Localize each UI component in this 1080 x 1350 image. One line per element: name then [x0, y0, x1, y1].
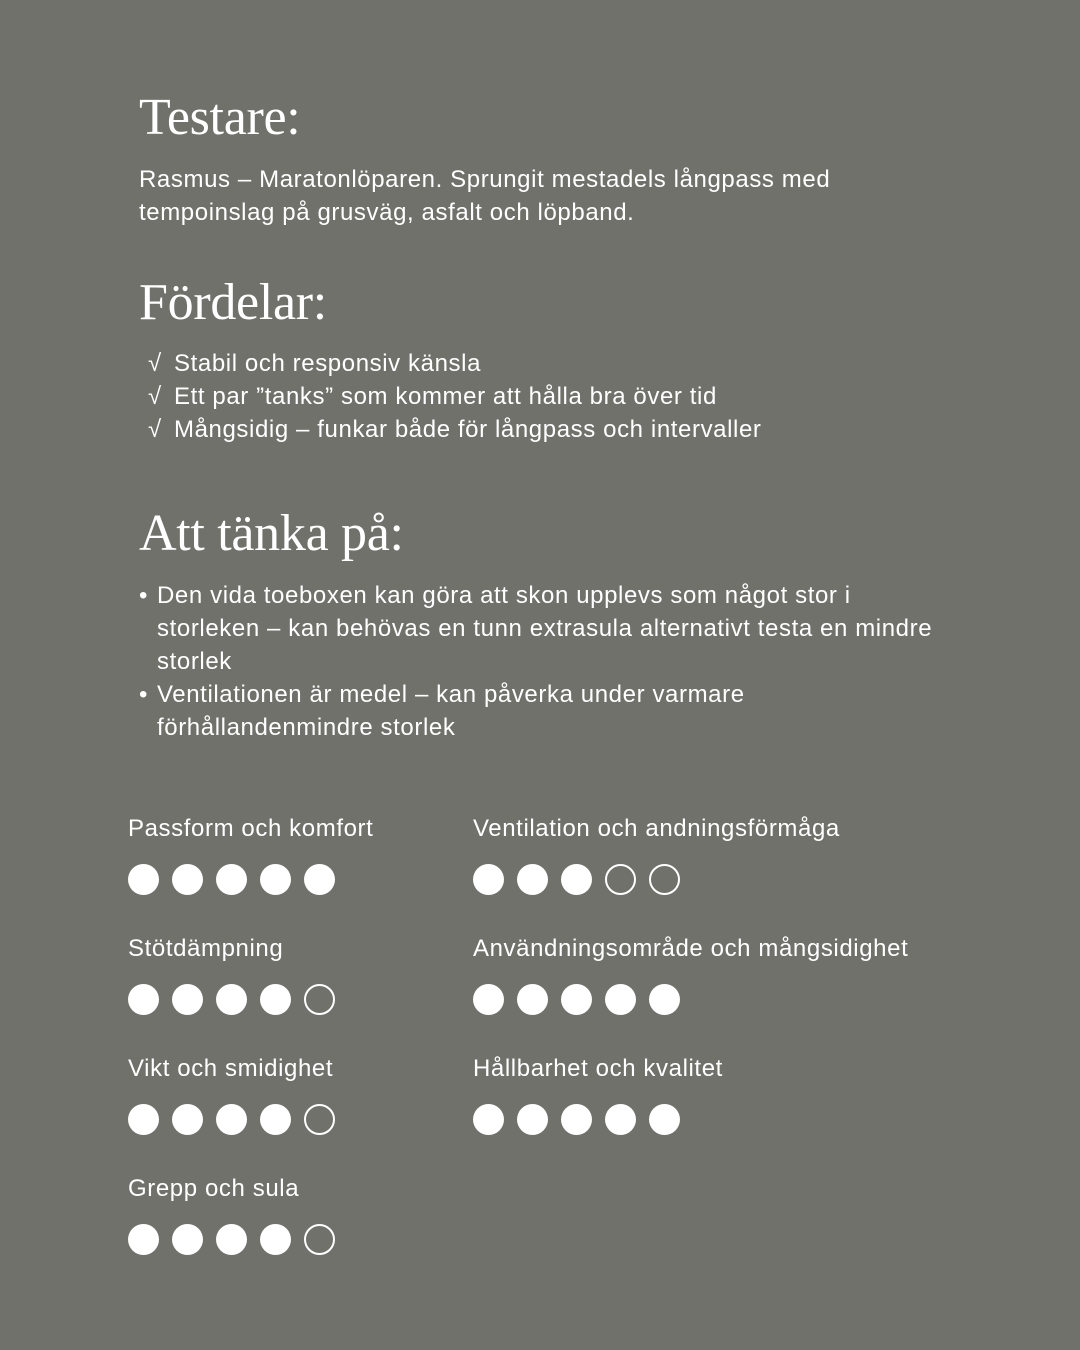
rating-dot-filled-icon [517, 984, 548, 1015]
rating-dot-filled-icon [216, 984, 247, 1015]
rating-dot-filled-icon [260, 1104, 291, 1135]
pros-item-text: Stabil och responsiv känsla [174, 350, 482, 377]
bullet-icon: • [139, 681, 149, 708]
rating-dot-empty-icon [649, 864, 680, 895]
rating-dot-filled-icon [605, 1104, 636, 1135]
rating-label: Hållbarhet och kvalitet [473, 1055, 723, 1082]
considerations-item-text: Ventilationen är medel – kan påverka under varmare förhållandenmindre storlek [157, 681, 745, 741]
rating-label: Passform och komfort [128, 815, 374, 842]
check-icon: √ [148, 383, 162, 410]
rating-grepp [128, 1174, 608, 1255]
rating-dot-filled-icon [517, 1104, 548, 1135]
rating-dot-filled-icon [260, 864, 291, 895]
check-icon: √ [148, 416, 162, 443]
rating-dots [473, 984, 953, 1015]
rating-dot-empty-icon [304, 984, 335, 1015]
rating-dot-filled-icon [128, 864, 159, 895]
rating-label: Användningsområde och mångsidighet [473, 935, 909, 962]
considerations-list [139, 579, 939, 744]
considerations-heading: Att tänka på: [139, 505, 404, 562]
rating-dot-filled-icon [216, 1224, 247, 1255]
rating-dot-filled-icon [304, 864, 335, 895]
rating-label: Ventilation och andningsförmåga [473, 815, 840, 842]
check-icon: √ [148, 350, 162, 377]
pros-item-text: Mångsidig – funkar både för långpass och intervaller [174, 416, 762, 443]
rating-anvandningsomrade [473, 934, 953, 1015]
considerations-item-text: Den vida toeboxen kan göra att skon upplevs som något stor i storleken – kan behövas en tunn extrasula alternativt testa en mindre storlek [157, 582, 933, 675]
rating-dot-filled-icon [561, 984, 592, 1015]
rating-dots [473, 864, 953, 895]
rating-ventilation [473, 814, 953, 895]
pros-list [148, 347, 762, 446]
rating-dot-empty-icon [605, 864, 636, 895]
pros-item [148, 380, 762, 413]
rating-dot-filled-icon [473, 1104, 504, 1135]
considerations-item [139, 678, 939, 744]
rating-dot-empty-icon [304, 1224, 335, 1255]
rating-dot-filled-icon [649, 984, 680, 1015]
rating-dot-filled-icon [473, 864, 504, 895]
rating-dot-filled-icon [172, 1224, 203, 1255]
pros-item [148, 347, 762, 380]
rating-dot-filled-icon [216, 864, 247, 895]
rating-dot-filled-icon [172, 1104, 203, 1135]
rating-dot-filled-icon [128, 984, 159, 1015]
pros-heading: Fördelar: [139, 274, 327, 331]
rating-dot-filled-icon [172, 864, 203, 895]
rating-dot-filled-icon [473, 984, 504, 1015]
rating-label: Grepp och sula [128, 1175, 300, 1202]
rating-dot-filled-icon [260, 984, 291, 1015]
rating-dot-filled-icon [561, 1104, 592, 1135]
rating-dot-empty-icon [304, 1104, 335, 1135]
rating-dot-filled-icon [260, 1224, 291, 1255]
rating-hallbarhet [473, 1054, 953, 1135]
considerations-item [139, 579, 939, 678]
pros-item [148, 413, 762, 446]
rating-dot-filled-icon [128, 1104, 159, 1135]
tester-description: Rasmus – Maratonlöparen. Sprungit mestadels långpass med tempoinslag på grusväg, asfalt och löpband. [139, 166, 831, 226]
rating-dots [473, 1104, 953, 1135]
rating-label: Vikt och smidighet [128, 1055, 334, 1082]
bullet-icon: • [139, 582, 149, 609]
rating-dot-filled-icon [605, 984, 636, 1015]
rating-dot-filled-icon [172, 984, 203, 1015]
rating-dot-filled-icon [649, 1104, 680, 1135]
rating-label: Stötdämpning [128, 935, 284, 962]
tester-heading: Testare: [139, 89, 301, 146]
rating-dot-filled-icon [517, 864, 548, 895]
rating-dot-filled-icon [561, 864, 592, 895]
rating-dot-filled-icon [128, 1224, 159, 1255]
rating-dots [128, 1224, 608, 1255]
pros-item-text: Ett par ”tanks” som kommer att hålla bra över tid [174, 383, 717, 410]
rating-dot-filled-icon [216, 1104, 247, 1135]
